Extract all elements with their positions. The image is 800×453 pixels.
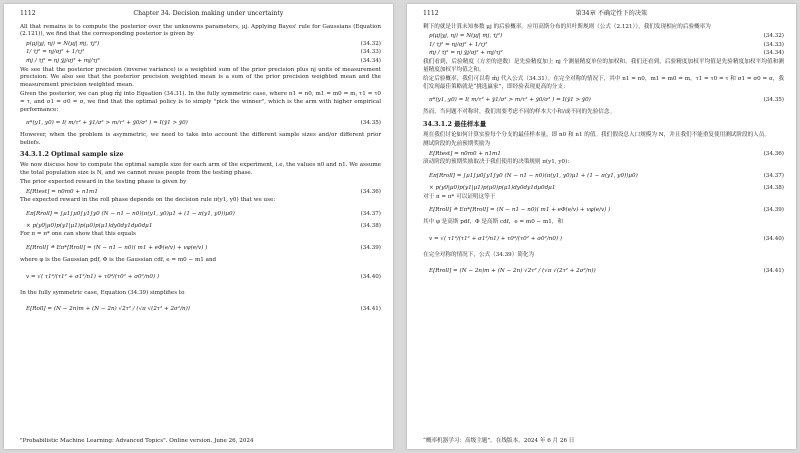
paragraph: 测试阶段的先前预期奖励为 [423,141,491,148]
paragraph: 给定后验概率，我们可以将 m̂j 代入公式（34.31）。在完全对称的情况下，其中 n1 = n0，m1 = m0 = m，τ1 = τ0 = τ 和 σ1 = σ0 = σ，我们发现最佳策略就是“挑选赢家”，即经验表现更高的分支： [423,76,784,90]
chapter-title: 第34章 不确定性下的决策 [575,10,648,17]
equation: p(μj|yj, nj) = N(μj| m̂j, τ̂j²) (34.32) [429,33,784,40]
chapter-title: Chapter 34. Decision making under uncertainty [133,10,284,17]
section-heading: 34.3.1.2 Optimal sample size [20,150,124,159]
paragraph: However, when the problem is asymmetric, we need to take into account the different sample sizes and/or different prior beliefs. [20,132,381,146]
page-left [4,4,393,449]
equation: 1/ τ̂j² = nj/σj² + 1/τj² (34.33) [26,49,381,56]
equation: 1/ τ̂j² = nj/σj² + 1/τj² (34.33) [429,41,784,48]
equation: m̂j / τ̂j² = nj ȳj/σj² + mj/τj² (34.34) [26,57,381,64]
paragraph: 对于 π = π* 可以证明这等于 [423,193,496,200]
paragraph: We see that the posterior precision (inverse variance) is a weighted sum of the prior precision plus nj units of measurement precision. We also see that the posterior precision weighted mean is a sum of the prior precision weighted mean and the measurement precision weighted mean. [20,66,381,88]
page-footer: “概率机器学习：高级主题”。在线版本。2024 年 6 月 26 日 [423,438,575,445]
equation: × p(y0|μ0)p(y1|μ1)p(μ0)p(μ1)dy0dy1dμ0dμ1 (34.38) [429,184,784,191]
equation: v = √( τ1⁴/(τ1² + σ1²/n1) + τ0⁴/(τ0² + σ0²/n0) ) (34.40) [26,273,381,280]
equation: Eπ[Rroll] = ∫μ1∫μ0∫y1∫y0 (N − n1 − n0)(π(y1, y0)μ1 + (1 − π(y1, y0))μ0) (34.37) [429,172,784,179]
paragraph: Given the posterior, we can plug m̂j into Equation (34.31). In the fully symmetric case, where n1 = n0, m1 = m0 = m, τ1 = τ0 = τ, and σ1 = σ0 = σ, we find that the optimal policy is to simply "pick the winner", which is the arm with higher empirical performance: [20,91,381,113]
paragraph: 然而，当问题不对称时，我们需要考虑不同的样本大小和/或不同的先验信念。 [423,109,616,116]
equation: π*(y1, y0) = I( m/τ² + ȳ1/σ² > m/τ² + ȳ0/σ² ) = I(ȳ1 > ȳ0) (34.35) [26,119,381,126]
paragraph: 现在我们讨论如何计算实验每个分支的最佳样本量，即 n0 和 n1 的值。我们假设总人口规模为 N，并且我们不能重复使用测试阶段的人员。 [423,131,770,138]
equation: p(μj|yj, nj) = N(μj| m̂j, τ̂j²) (34.32) [26,40,381,47]
page-number: 1112 [423,10,439,17]
equation: × p(y0|μ0)p(y1|μ1)p(μ0)p(μ1)dy0dy1dμ0dμ1 (34.38) [26,222,381,229]
paragraph: We now discuss how to compute the optimal sample size for each arm of the experiment, i.e, the values n0 and n1. We assume the total population size is N, and we cannot reuse people from the testing phase. [20,161,381,176]
paragraph: The expected reward in the roll phase depends on the decision rule π(y1, y0) that we use: [20,197,276,204]
paragraph: 滚动阶段的预期奖励取决于我们使用的决策规则 π(y1, y0)： [423,159,573,166]
page-number: 1112 [20,10,36,17]
equation: E[Rroll] ≜ Eπ*[Rroll] = (N − n1 − n0)( m1 + eΦ(e/v) + vφ(e/v) ) (34.39) [429,206,784,213]
paragraph: In the fully symmetric case, Equation (34.39) simplifies to [20,289,185,296]
equation: E[Rroll] ≜ Eπ*[Rroll] = (N − n1 − n0)( m1 + eΦ(e/v) + vφ(e/v) ) (34.39) [26,244,381,251]
equation: E[Rroll] = (N − 2n)m + (N − 2n) √2τ² / (√π √(2τ² + 2σ²/n)) (34.41) [429,268,784,275]
section-heading: 34.3.1.2 最佳样本量 [423,119,487,128]
equation: E[Rtest] = n0m0 + n1m1 (34.36) [26,188,381,195]
paragraph: 在完全对称的情况下，公式（34.39）简化为 [423,251,535,258]
equation: E[Rtest] = n0m0 + n1m1 (34.36) [429,150,784,157]
paragraph: The prior expected reward in the testing phase is given by [20,179,187,186]
page-header [423,10,784,18]
paragraph: 其中 φ 是高斯 pdf，Φ 是高斯 cdf，e = m0 − m1，和 [423,219,564,226]
page-footer: "Probabilistic Machine Learning: Advanced Topics". Online version. June 26, 2024 [20,438,254,445]
equation: Eπ[Rroll] = ∫μ1∫μ0∫y1∫y0 (N − n1 − n0)(π(y1, y0)μ1 + (1 − π(y1, y0))μ0) (34.37) [26,210,381,217]
page-right [407,4,796,449]
paragraph: For π = π* one can show that this equals [20,231,136,238]
equation: m̂j / τ̂j² = nj ȳj/σj² + mj/τj² (34.34) [429,50,784,57]
equation: v = √( τ1⁴/(τ1² + σ1²/n1) + τ0⁴/(τ0² + σ0²/n0) ) (34.40) [429,235,784,242]
page-header [20,10,381,18]
paragraph: 剩下的就是计算未知参数 μj 的后验概率。应用高斯分布的贝叶斯规则（公式（2.121）），我们发现相应的后验概率为 [423,23,711,30]
paragraph: where φ is the Gaussian pdf, Φ is the Gaussian cdf, e = m0 − m1 and [20,257,217,264]
paragraph: 我们看到，后验精度（方差的逆数）是先验精度加上 nj 个测量精度单位的加权和。我们还看到，后验精度加权平均值是先验精度加权平均值和测量精度加权平均值之和。 [423,58,784,73]
equation: E[Roll] = (N − 2n)m + (N − 2n) √2τ² / (√π √(2τ² + 2σ²/n)) (34.41) [26,306,381,313]
equation: π*(y1, y0) = I( m/τ² + ȳ1/σ² > m/τ² + ȳ0/σ² ) = I(ȳ1 > ȳ0) (34.35) [429,97,784,104]
paragraph: All that remains is to compute the posterior over the unknowns parameters, μj. Applying Bayes' rule for Gaussians (Equation (2.121)), we find that the corresponding posterior is given by [20,23,381,38]
